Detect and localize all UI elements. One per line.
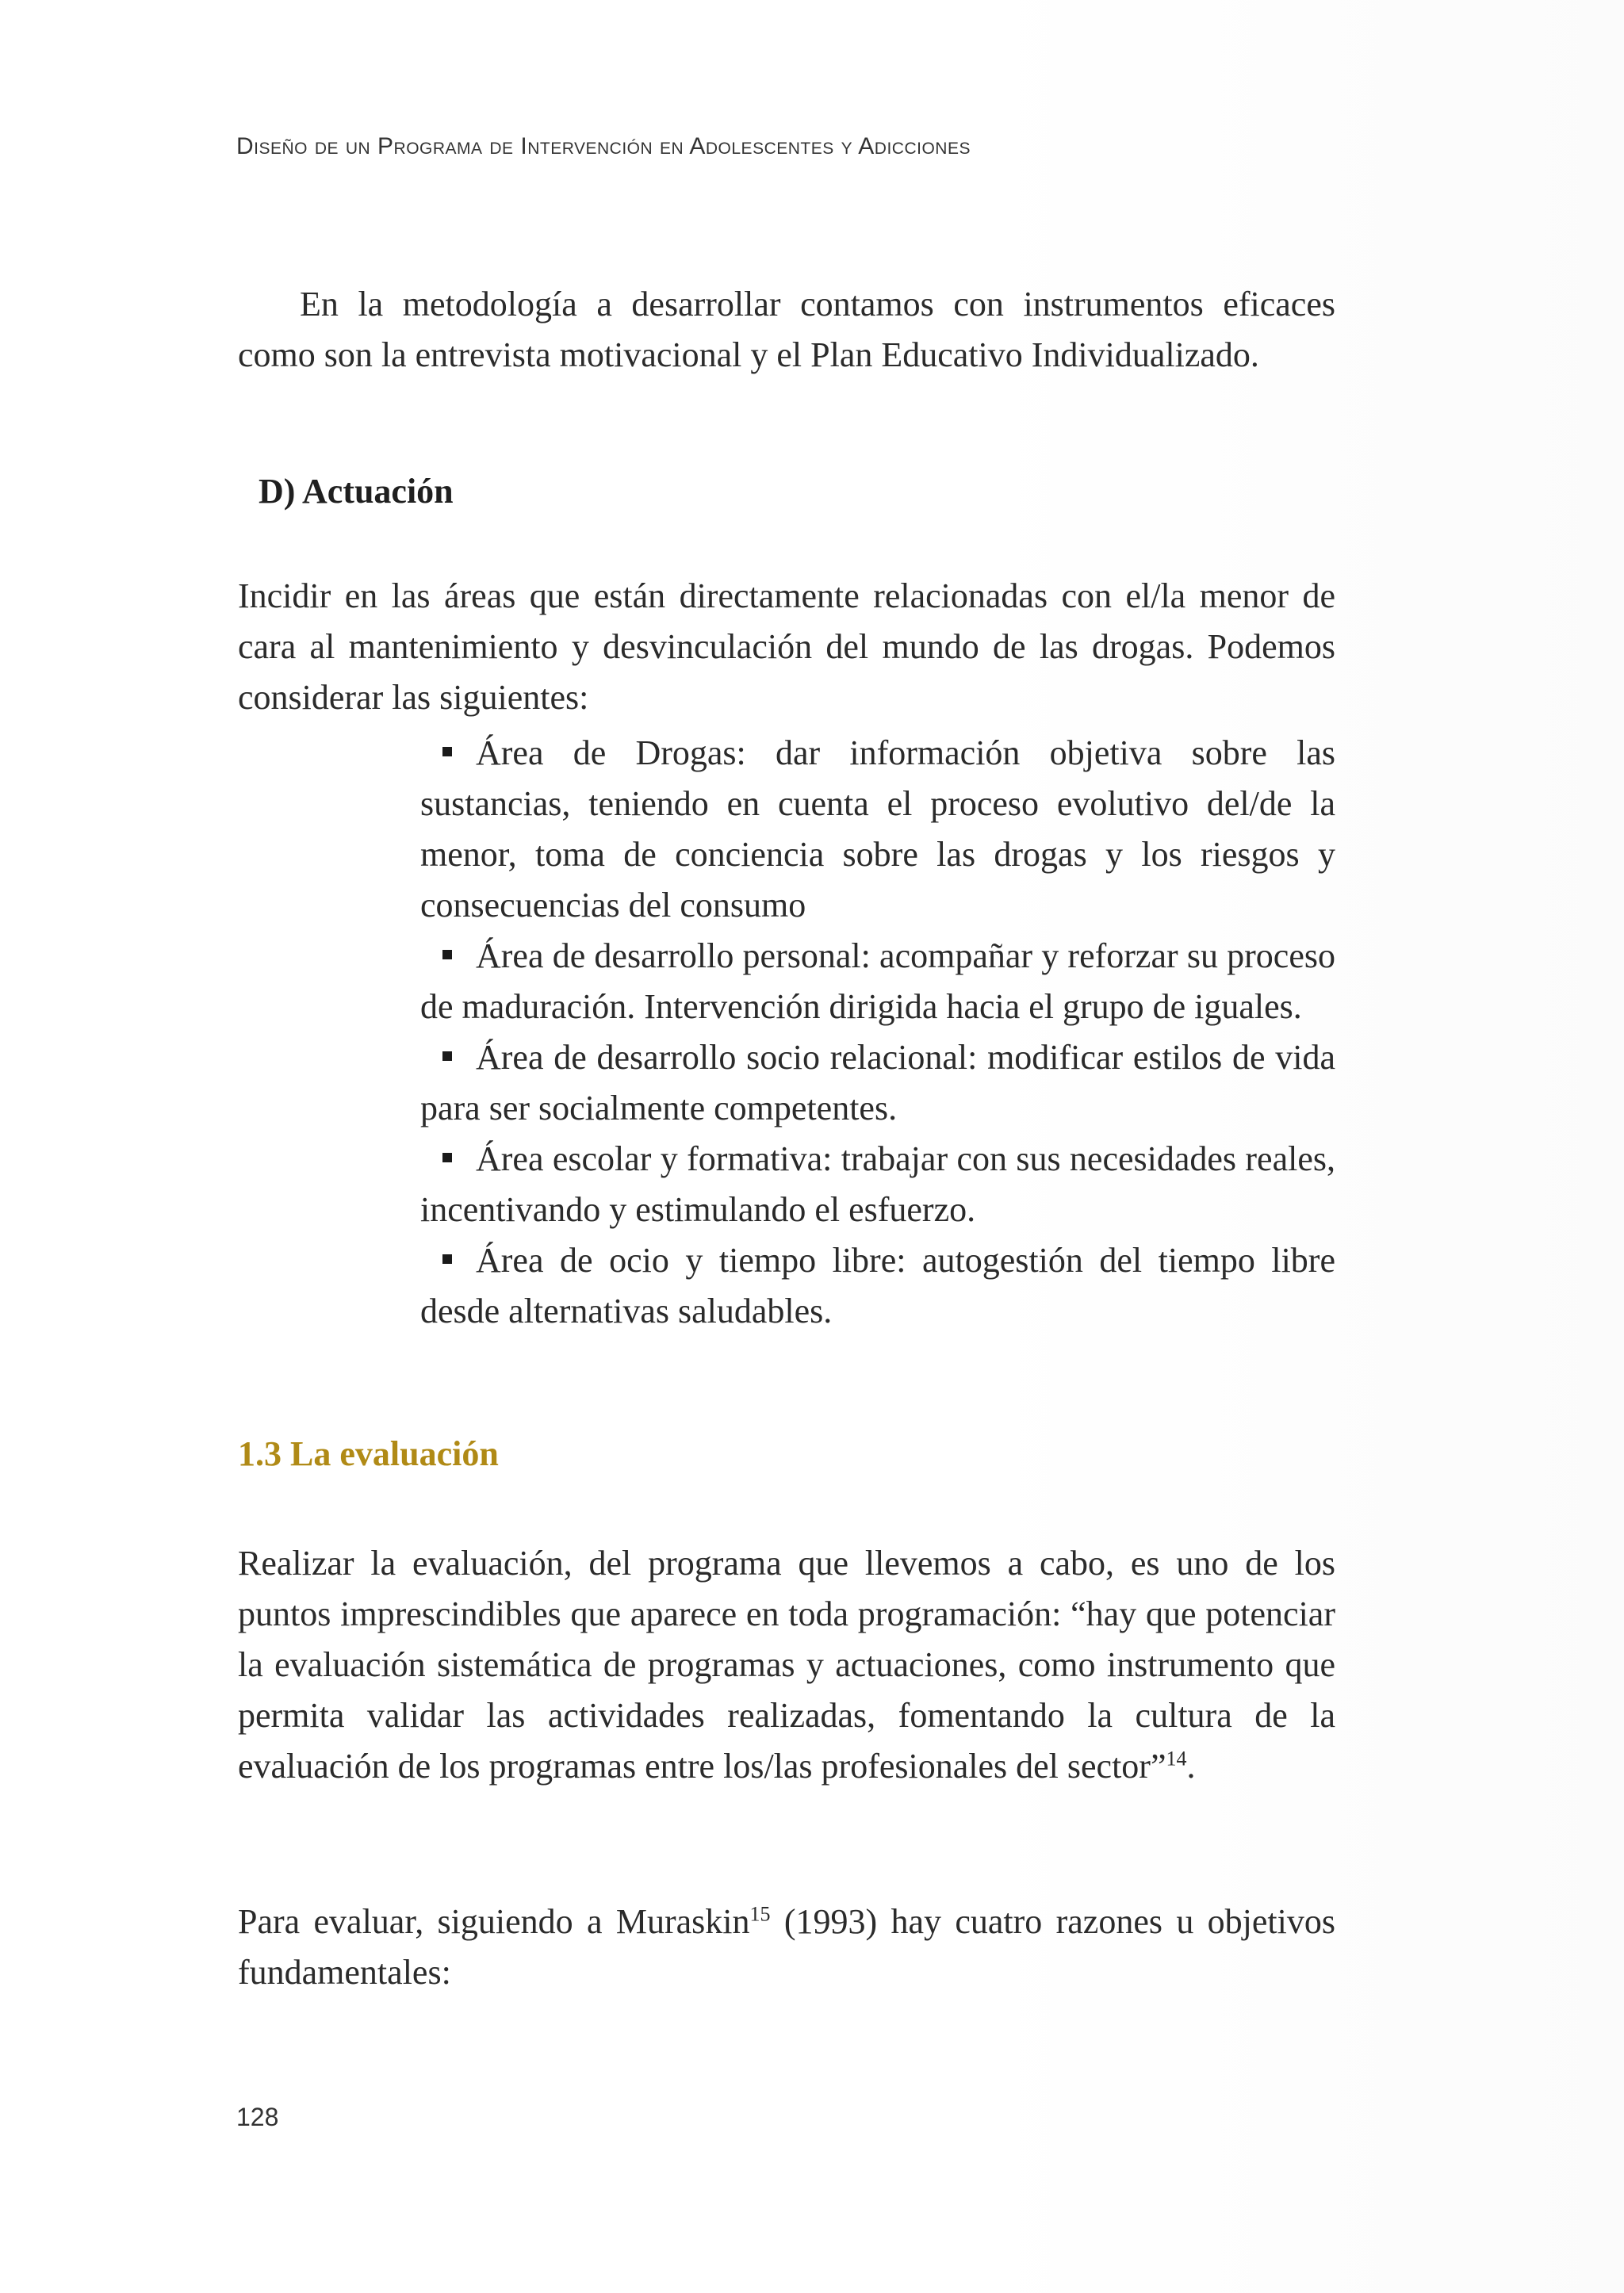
list-item-text: Área escolar y formativa: trabajar con sus necesidades reales, incentivando y estimulando el esfuerzo.: [420, 1139, 1335, 1229]
list-item: [420, 1235, 1335, 1337]
list-item: [420, 1134, 1335, 1235]
list-item-text: Área de desarrollo socio relacional: modificar estilos de vida para ser socialmente competentes.: [420, 1038, 1335, 1127]
footnote-ref-14: 14: [1166, 1747, 1187, 1770]
footnote-ref-15: 15: [749, 1902, 771, 1926]
list-item: [420, 931, 1335, 1032]
square-bullet-icon: [442, 1051, 452, 1061]
section-heading-evaluation: 1.3 La evaluación: [238, 1434, 499, 1473]
list-item-text: Área de desarrollo personal: acompañar y reforzar su proceso de maduración. Intervención dirigida hacia el grupo de iguales.: [420, 936, 1335, 1026]
areas-list: [420, 728, 1335, 1337]
list-item: [420, 728, 1335, 931]
evaluation-paragraph-2-end: (1993) hay cuatro razones u objetivos fundamentales:: [238, 1902, 1335, 1992]
evaluation-paragraph-1: [238, 1538, 1335, 1792]
list-item-text: Área de Drogas: dar información objetiva sobre las sustancias, teniendo en cuenta el proceso evolutivo del/de la menor, toma de conciencia sobre las drogas y los riesgos y consecuencias del consumo: [420, 733, 1335, 924]
square-bullet-icon: [442, 747, 452, 756]
list-item: [420, 1032, 1335, 1134]
evaluation-paragraph-1-text: Realizar la evaluación, del programa que llevemos a cabo, es uno de los puntos imprescindibles que aparece en toda programación: “hay que potenciar la evaluación sistemática de programas y actuaciones, como instrumento que permita validar las actividades realizadas, fomentando la cultura de la evaluación de los programas entre los/las profesionales del sector”: [238, 1544, 1335, 1786]
square-bullet-icon: [442, 1153, 452, 1162]
evaluation-paragraph-2-start: Para evaluar, siguiendo a Muraskin: [238, 1902, 750, 1941]
intro-paragraph: En la metodología a desarrollar contamos con instrumentos eficaces como son la entrevista motivacional y el Plan Educativo Individualizado.: [238, 285, 1335, 374]
evaluation-paragraph-1-end: .: [1186, 1747, 1196, 1786]
running-header: Diseño de un Programa de Intervención en Adolescentes y Adicciones: [236, 133, 971, 159]
list-item-text: Área de ocio y tiempo libre: autogestión del tiempo libre desde alternativas saludables.: [420, 1241, 1335, 1330]
section-d-heading: D) Actuación: [259, 472, 454, 511]
square-bullet-icon: [442, 1254, 452, 1264]
section-d-paragraph: Incidir en las áreas que están directamente relacionadas con el/la menor de cara al mantenimiento y desvinculación del mundo de las drogas. Podemos considerar las siguientes:: [238, 576, 1335, 717]
page-number: 128: [236, 2103, 279, 2131]
evaluation-paragraph-2: [238, 1897, 1335, 1998]
square-bullet-icon: [442, 950, 452, 959]
